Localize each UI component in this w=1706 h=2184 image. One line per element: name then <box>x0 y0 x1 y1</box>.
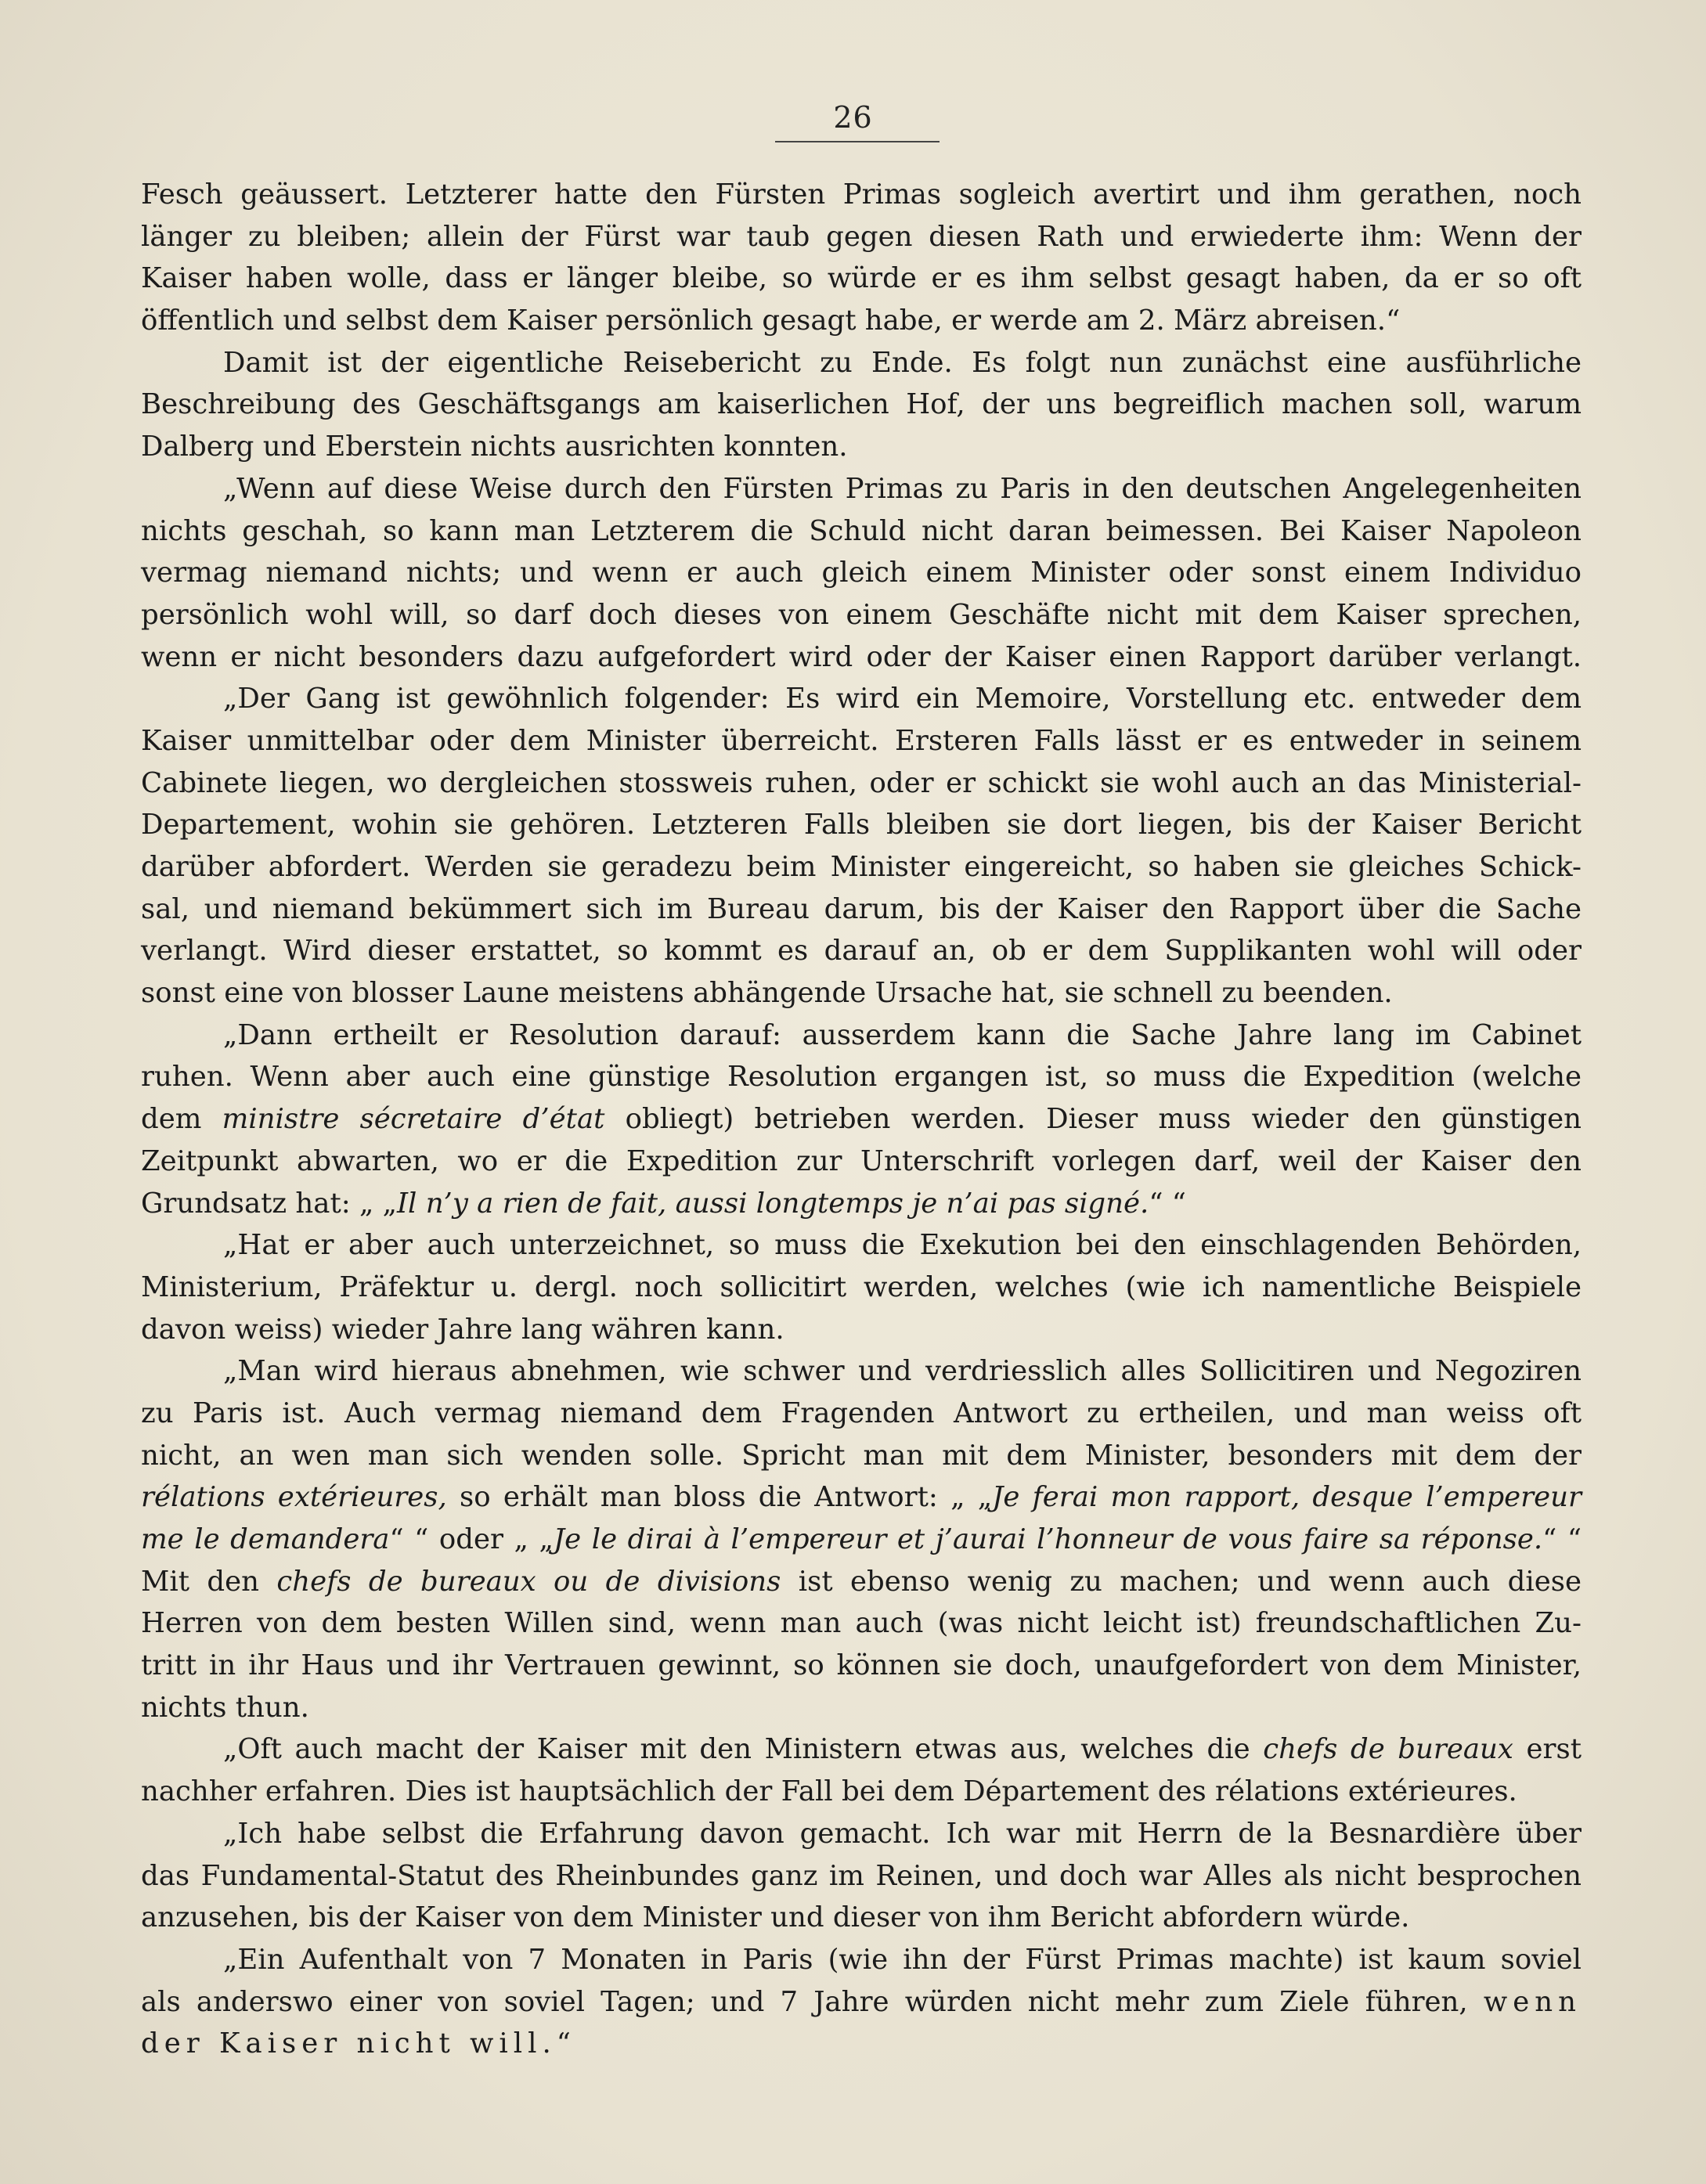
header-rule <box>775 141 940 142</box>
text-line: vermag niemand nichts; und wenn er auch gleich einem Minister oder sonst einem Individuo <box>141 557 1582 589</box>
text-line: ruhen. Wenn aber auch eine günstige Resolution ergangen ist, so muss die Expedition (welche <box>141 1061 1582 1094</box>
text-line: das Fundamental-Statut des Rheinbundes ganz im Reinen, und doch war Alles als nicht besprochen <box>141 1859 1582 1892</box>
text-line: nichts thun. <box>141 1691 309 1724</box>
text-line: sal, und niemand bekümmert sich im Bureau darum, bis der Kaiser den Rapport über die Sache <box>141 892 1582 925</box>
text-line: Kaiser unmittelbar oder dem Minister überreicht. Ersteren Falls lässt er es entweder in seinem <box>141 724 1582 757</box>
text-line: me le demandera“ “ oder „ „Je le dirai à l’empereur et j’aurai l’honneur de vous faire sa réponse.“ “ <box>141 1523 1582 1555</box>
text-line: Kaiser haben wolle, dass er länger bleibe, so würde er es ihm selbst gesagt haben, da er so oft <box>141 262 1582 295</box>
page-number: 26 <box>833 100 873 135</box>
text-line: „Wenn auf diese Weise durch den Fürsten Primas zu Paris in den deutschen Angelegenheiten <box>223 472 1582 505</box>
text-line: „Oft auch macht der Kaiser mit den Ministern etwas aus, welches die chefs de bureaux erst <box>223 1733 1582 1766</box>
text-line: Ministerium, Präfektur u. dergl. noch sollicitirt werden, welches (wie ich namentliche Beispiele <box>141 1270 1582 1303</box>
text-line: Damit ist der eigentliche Reisebericht zu Ende. Es folgt nun zunächst eine ausführliche <box>223 346 1582 379</box>
text-line: Herren von dem besten Willen sind, wenn man auch (was nicht leicht ist) freundschaftlichen Zu- <box>141 1607 1582 1640</box>
text-line: als anderswo einer von soviel Tagen; und 7 Jahre würden nicht mehr zum Ziele führen, wenn <box>141 1985 1582 2018</box>
text-line: Grundsatz hat: „ „Il n’y a rien de fait, aussi longtemps je n’ai pas signé.“ “ <box>141 1187 1186 1220</box>
text-line: Departement, wohin sie gehören. Letzteren Falls bleiben sie dort liegen, bis der Kaiser Bericht <box>141 809 1582 842</box>
text-line: verlangt. Wird dieser erstattet, so kommt es darauf an, ob er dem Supplikanten wohl will oder <box>141 935 1582 968</box>
text-line: Zeitpunkt abwarten, wo er die Expedition zur Unterschrift vorlegen darf, weil der Kaiser den <box>141 1144 1582 1177</box>
text-line: nichts geschah, so kann man Letzterem die Schuld nicht daran beimessen. Bei Kaiser Napoleon <box>141 514 1582 547</box>
text-line: zu Paris ist. Auch vermag niemand dem Fragenden Antwort zu ertheilen, und man weiss oft <box>141 1397 1582 1429</box>
text-line: „Hat er aber auch unterzeichnet, so muss die Exekution bei den einschlagenden Behörden, <box>223 1229 1582 1262</box>
text-line: rélations extérieures, so erhält man bloss die Antwort: „ „Je ferai mon rapport, desque l’empereur <box>141 1481 1582 1514</box>
text-line: „Ich habe selbst die Erfahrung davon gemacht. Ich war mit Herrn de la Besnardière über <box>223 1817 1582 1850</box>
text-line: persönlich wohl will, so darf doch dieses von einem Geschäfte nicht mit dem Kaiser sprechen, <box>141 598 1582 631</box>
text-line: „Man wird hieraus abnehmen, wie schwer und verdriesslich alles Sollicitiren und Negoziren <box>223 1355 1582 1388</box>
text-line: länger zu bleiben; allein der Fürst war taub gegen diesen Rath und erwiederte ihm: Wenn der <box>141 220 1582 253</box>
text-line: anzusehen, bis der Kaiser von dem Minister und dieser von ihm Bericht abfordern würde. <box>141 1901 1410 1934</box>
text-line: davon weiss) wieder Jahre lang währen kann. <box>141 1313 784 1346</box>
text-line: nachher erfahren. Dies ist hauptsächlich der Fall bei dem Département des rélations extérieures. <box>141 1775 1517 1808</box>
text-line: Mit den chefs de bureaux ou de divisions ist ebenso wenig zu machen; und wenn auch diese <box>141 1565 1582 1598</box>
text-line: der Kaiser nicht will.“ <box>141 2027 571 2060</box>
text-line: tritt in ihr Haus und ihr Vertrauen gewinnt, so können sie doch, unaufgefordert von dem Minister, <box>141 1649 1582 1682</box>
text-line: wenn er nicht besonders dazu aufgefordert wird oder der Kaiser einen Rapport darüber verlangt. <box>141 640 1582 673</box>
text-line: „Der Gang ist gewöhnlich folgender: Es wird ein Memoire, Vorstellung etc. entweder dem <box>223 683 1582 715</box>
text-line: darüber abfordert. Werden sie geradezu beim Minister eingereicht, so haben sie gleiches Schick- <box>141 851 1582 883</box>
text-line: „Dann ertheilt er Resolution darauf: ausserdem kann die Sache Jahre lang im Cabinet <box>223 1018 1582 1051</box>
text-line: „Ein Aufenthalt von 7 Monaten in Paris (wie ihn der Fürst Primas machte) ist kaum soviel <box>223 1943 1582 1976</box>
text-line: dem ministre sécretaire d’état obliegt) betrieben werden. Dieser muss wieder den günstigen <box>141 1103 1582 1136</box>
text-line: Fesch geäussert. Letzterer hatte den Fürsten Primas sogleich avertirt und ihm gerathen, noch <box>141 178 1582 211</box>
body-text <box>141 174 1582 2065</box>
text-line: Beschreibung des Geschäftsgangs am kaiserlichen Hof, der uns begreiflich machen soll, warum <box>141 388 1582 421</box>
text-line: öffentlich und selbst dem Kaiser persönlich gesagt habe, er werde am 2. März abreisen.“ <box>141 305 1401 337</box>
text-line: Dalberg und Eberstein nichts ausrichten konnten. <box>141 431 848 463</box>
text-line: Cabinete liegen, wo dergleichen stossweis ruhen, oder er schickt sie wohl auch an das Ministerial- <box>141 766 1582 799</box>
text-line: sonst eine von blosser Laune meistens abhängende Ursache hat, sie schnell zu beenden. <box>141 977 1393 1010</box>
text-line: nicht, an wen man sich wenden solle. Spricht man mit dem Minister, besonders mit dem der <box>141 1439 1582 1472</box>
